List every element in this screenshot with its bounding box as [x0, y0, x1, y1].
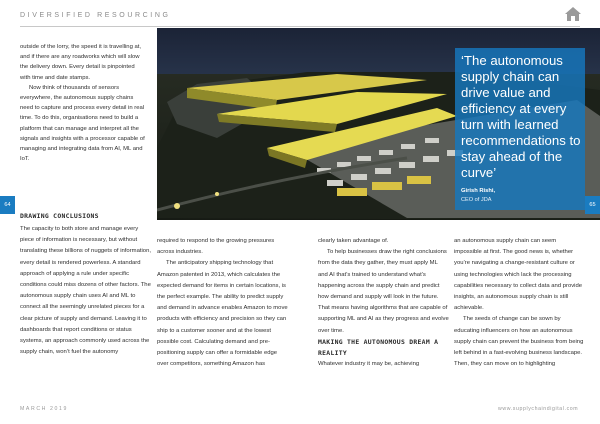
- body-column-1: [20, 224, 151, 358]
- body-paragraph: required to respond to the growing pressures across industries.: [157, 238, 275, 256]
- body-paragraph: The seeds of change can be sown by educating influencers on how an autonomous supply chain can prevent the business from being left behind in a fast-evolving business landscape. Then, they can move on to highlighting: [454, 316, 584, 368]
- body-paragraph: Whatever industry it may be, achieving: [318, 360, 420, 367]
- intro-paragraph: outside of the lorry, the speed it is travelling at, and if there are any roadworks which will slow the delivery down. Every detail is pinpointed with time and date stamps.: [20, 44, 142, 81]
- header-divider: [20, 26, 580, 27]
- body-paragraph: The capacity to both store and manage every piece of information is necessary, but without translating these billions of nuggets of information, every detail is rendered powerless. A standard approach of applying a rule under specific conditions could miss dozens of other factors. The autonomous supply chain uses AI and ML to connect all the seemingly unrelated pieces for a clear picture of supply and demand. Leaving it to dashboards that report conditions or status systems, an approach commonly used across the supply chain, won’t fuel the autonomy: [20, 226, 151, 356]
- website-link[interactable]: www.supplychaindigital.com: [498, 406, 579, 412]
- body-paragraph: The anticipatory shipping technology that Amazon patented in 2013, which calculates the expected demand for items in certain locations, is the perfect example. The ability to predict supply and demand in advance enables Amazon to move products with efficiency and precision so they can ship to a customer sooner and at the lowest possible cost. Calculating demand and pre-positioning supply can offer a formidable edge over competitors, something Amazon has: [157, 260, 288, 368]
- body-paragraph: an autonomous supply chain can seem impossible at first. The good news is, whether you’re navigating a change-resistant culture or using technologies which lack the processing capabilities necessary to collect data and provide insights, an autonomous supply chain is still achievable.: [454, 238, 583, 312]
- body-paragraph: clearly taken advantage of.: [318, 238, 389, 244]
- intro-paragraph: Now think of thousands of sensors everywhere, the autonomous supply chains need to capture and process every detail in real time. To do this, organisations need to build a platform that can manage and interpret all the signals and insights with a processor capable of managing and integrating data from AI, ML and IoT.: [20, 84, 145, 163]
- intro-text-column: [20, 42, 146, 164]
- page-number-right: 65: [585, 196, 600, 214]
- quote-author-name: Girish Rishi,: [461, 188, 496, 194]
- magazine-section-title: DIVERSIFIED RESOURCING: [20, 12, 171, 19]
- section-heading-making-dream-reality: MAKING THE AUTONOMOUS DREAM A REALITY: [318, 337, 439, 357]
- page-number-left: 64: [0, 196, 15, 214]
- issue-date: MARCH 2019: [20, 406, 69, 412]
- body-paragraph: To help businesses draw the right conclusions from the data they gather, they must apply ML and AI that’s trained to understand what’s happening across the supply chain and predict how demand and supply will look in the future. That means having algorithms that are capable of supporting ML and AI as they progress and evolve over time.: [318, 249, 449, 334]
- pull-quote-text: ‘The autonomous supply chain can drive value and efficiency at every turn with learned recommendations to stay ahead of the curve’: [461, 53, 581, 180]
- body-column-4: [454, 236, 585, 370]
- quote-author-role: CEO of JDA: [461, 197, 492, 203]
- body-column-2: [157, 236, 288, 370]
- body-column-3: [318, 236, 449, 370]
- home-icon[interactable]: [564, 6, 582, 22]
- section-heading-drawing-conclusions: DRAWING CONCLUSIONS: [20, 212, 99, 220]
